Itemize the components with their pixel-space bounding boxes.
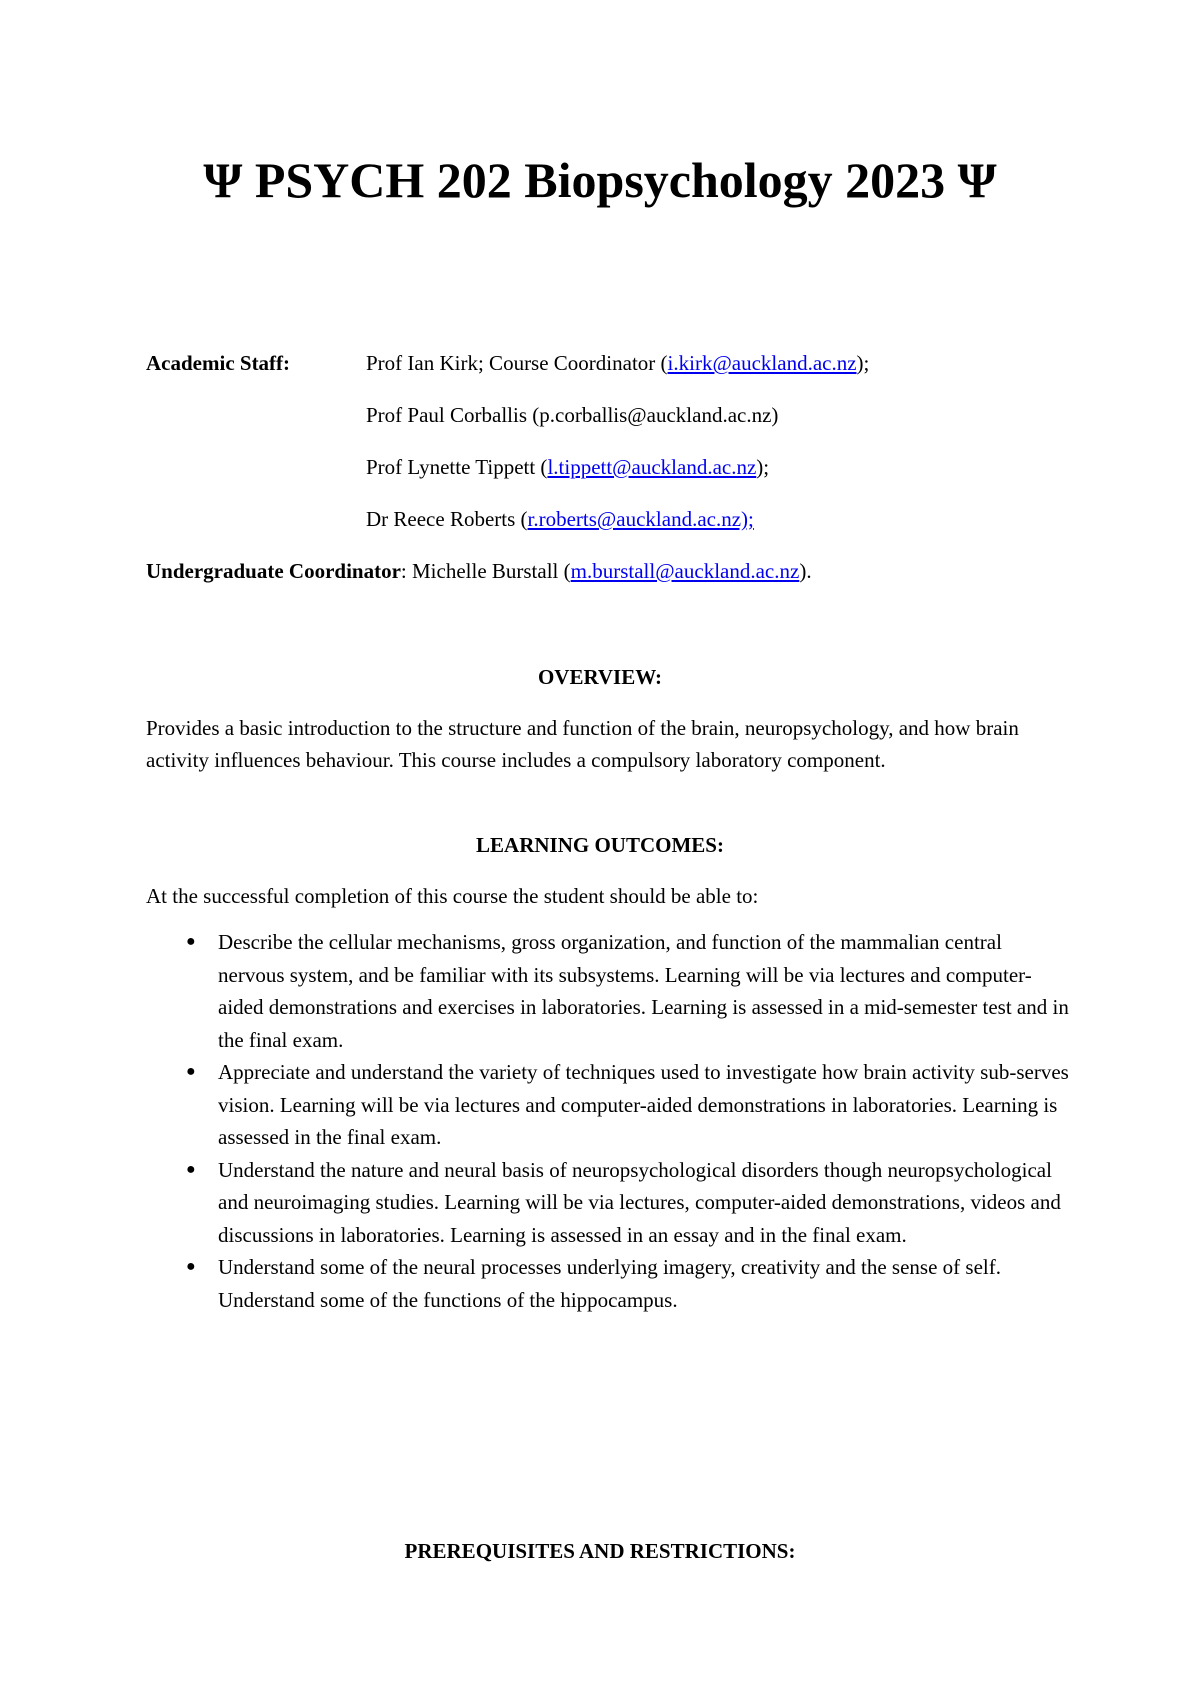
staff-email-link-4[interactable]: r.roberts@auckland.ac.nz); [527,507,754,531]
staff-member-4: Dr Reece Roberts (r.roberts@auckland.ac.nz); [366,507,754,531]
learning-outcomes-intro: At the successful completion of this course the student should be able to: [146,884,759,908]
bullet-icon: ● [186,1063,196,1080]
staff-member-1: Prof Ian Kirk; Course Coordinator (i.kirk@auckland.ac.nz); [366,351,870,375]
bullet-icon: ● [186,1160,196,1178]
staff-email-link-1[interactable]: i.kirk@auckland.ac.nz [667,351,857,375]
document-title: Ψ PSYCH 202 Biopsychology 2023 Ψ [203,152,997,208]
learning-outcomes-heading: LEARNING OUTCOMES: [476,833,724,857]
ug-coordinator-email-link[interactable]: m.burstall@auckland.ac.nz [570,559,800,583]
bullet-icon: ● [186,1258,196,1275]
bullet-icon: ● [186,933,196,950]
prerequisites-heading: PREREQUISITES AND RESTRICTIONS: [404,1539,796,1563]
ug-coordinator-label: Undergraduate Coordinator [146,559,401,583]
list-item: ● Understand some of the neural processes underlying imagery, creativity and the sense of self. Understand some of the functions of the hippocampus. [146,1251,1070,1316]
list-item: ● Appreciate and understand the variety of techniques used to investigate how brain activity sub-serves vision. Learning will be via lectures and computer-aided demonstrations in laboratories. Learning is assessed in the final exam. [146,1056,1070,1154]
learning-outcomes-list [146,926,1070,1316]
academic-staff-label: Academic Staff: [146,351,291,375]
ug-coordinator-line: Undergraduate Coordinator: Michelle Burstall (m.burstall@auckland.ac.nz). [146,559,812,583]
list-item: ● Describe the cellular mechanisms, gross organization, and function of the mammalian central nervous system, and be familiar with its subsystems. Learning will be via lectures and computer-aided demonstrations and exercises in laboratories. Learning is assessed in a mid-semester test and in the final exam. [146,926,1070,1056]
staff-member-3: Prof Lynette Tippett (l.tippett@auckland.ac.nz); [366,455,770,479]
list-item: ● Understand the nature and neural basis of neuropsychological disorders though neuropsychological and neuroimaging studies. Learning will be via lectures, computer-aided demonstrations, videos and discussions in laboratories. Learning is assessed in an essay and in the final exam. [146,1154,1070,1252]
overview-heading: OVERVIEW: [537,665,663,689]
staff-email-2: p.corballis@auckland.ac.nz [539,403,772,427]
overview-text: Provides a basic introduction to the structure and function of the brain, neuropsychology, and how brain activity influences behaviour. This course includes a compulsory laboratory component. [146,716,1019,772]
staff-email-link-3[interactable]: l.tippett@auckland.ac.nz [547,455,757,479]
staff-member-2: Prof Paul Corballis (p.corballis@auckland.ac.nz) [366,403,779,427]
